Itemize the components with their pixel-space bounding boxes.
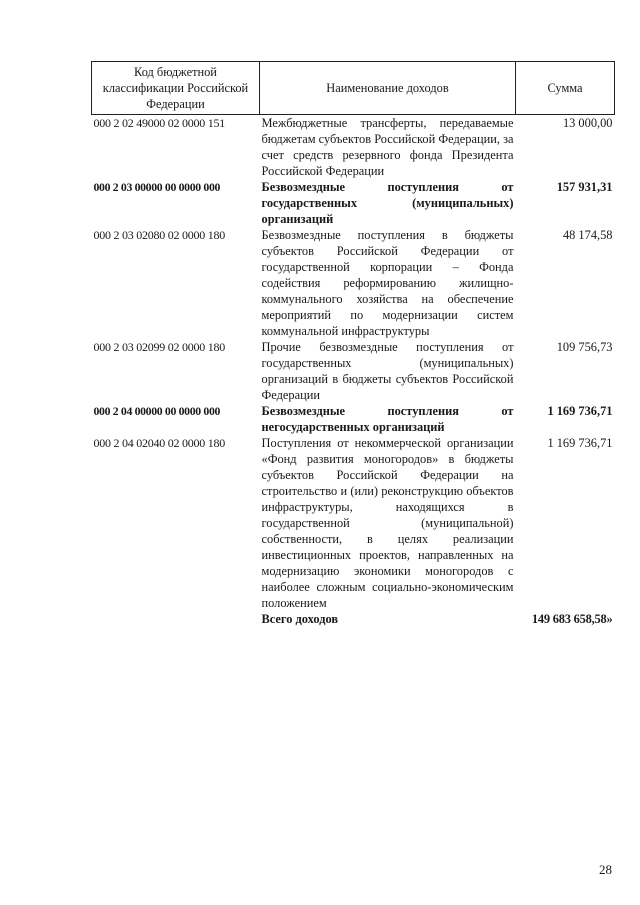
row-sum: 1 169 736,71 (547, 436, 613, 450)
table-row (92, 227, 615, 339)
header-name: Наименование доходов (260, 62, 516, 115)
row-sum: 1 169 736,71 (547, 404, 613, 418)
row-sum: 109 756,73 (556, 340, 613, 354)
row-sum: 48 174,58 (562, 228, 613, 242)
row-name: Безвозмездные поступления в бюджеты субъектов Российской Федерации от государственной корпорации – Фонда содействия реформированию жилищно-коммунального хозяйства на обеспечение мероприятий по модернизации систем коммунальной инфраструктуры (261, 228, 514, 338)
row-code: 000 2 04 00000 00 0000 000 (93, 404, 221, 418)
table-row (92, 339, 615, 403)
table-row (92, 403, 615, 435)
total-label: Всего доходов (261, 612, 339, 626)
header-code: Код бюджетной классификации Российской Федерации (92, 62, 260, 115)
header-sum: Сумма (516, 62, 615, 115)
row-name: Безвозмездные поступления от негосударственных организаций (261, 404, 514, 434)
table-row (92, 435, 615, 611)
table-body (92, 115, 615, 628)
table-row (92, 115, 615, 180)
table-header (92, 62, 615, 115)
table-row (92, 179, 615, 227)
total-row (92, 611, 615, 627)
row-name: Безвозмездные поступления от государственных (муниципальных) организаций (261, 180, 514, 226)
header-row (92, 62, 615, 115)
total-sum: 149 683 658,58» (531, 612, 613, 626)
page-number: 28 (599, 862, 612, 877)
total-code-empty (92, 611, 260, 627)
revenue-table (91, 61, 615, 627)
row-name: Прочие безвозмездные поступления от государственных (муниципальных) организаций в бюджеты субъектов Российской Федерации (261, 340, 514, 402)
row-code: 000 2 03 02099 02 0000 180 (93, 340, 225, 354)
row-name: Межбюджетные трансферты, передаваемые бюджетам субъектов Российской Федерации, за счет средств резервного фонда Президента Российской Федерации (261, 116, 514, 178)
row-sum: 13 000,00 (562, 116, 613, 130)
row-code: 000 2 04 02040 02 0000 180 (93, 436, 225, 450)
row-sum: 157 931,31 (556, 180, 613, 194)
row-code: 000 2 03 02080 02 0000 180 (93, 228, 225, 242)
row-code: 000 2 03 00000 00 0000 000 (93, 180, 221, 194)
row-name: Поступления от некоммерческой организации «Фонд развития моногородов» в бюджеты субъектов Российской Федерации на строительство и (или) реконструкцию объектов инфраструктуры, находящихся в государственной (муниципальной) собственности, в целях реализации инвестиционных проектов, направленных на модернизацию экономики моногородов с наиболее сложным социально-экономическим положением (261, 436, 514, 610)
row-code: 000 2 02 49000 02 0000 151 (93, 116, 225, 130)
